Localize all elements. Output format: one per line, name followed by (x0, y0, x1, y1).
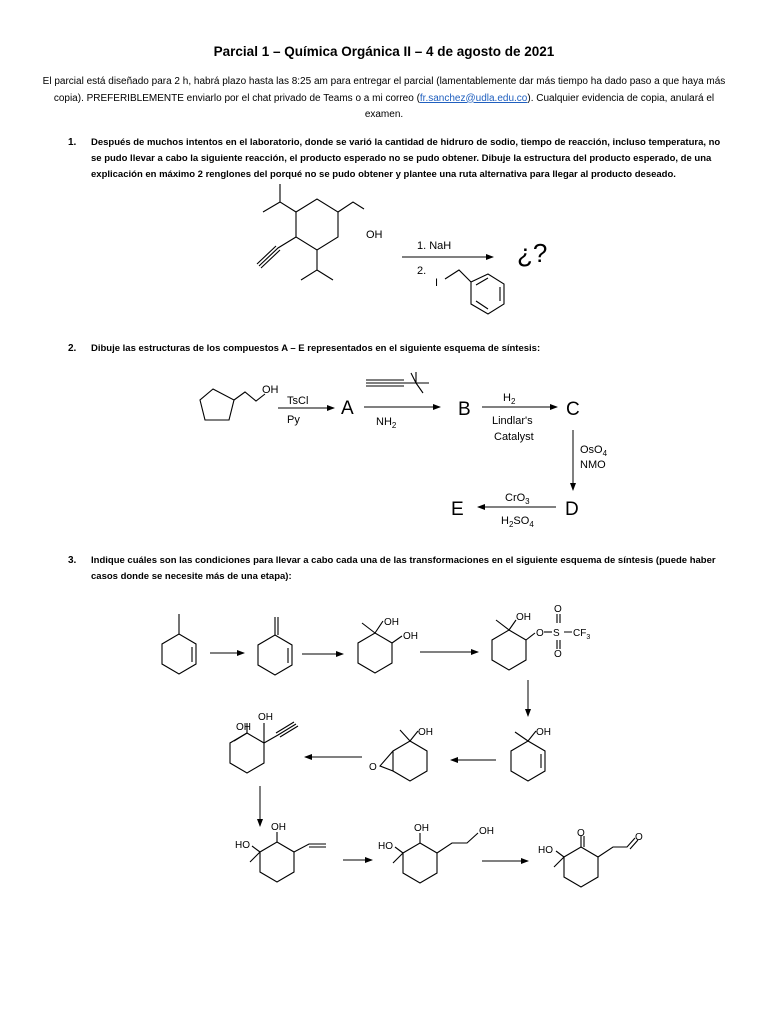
q2-reagent-lindlar: Lindlar's (492, 415, 533, 427)
q2-reagent-oso4: OsO$_4$ (580, 444, 608, 458)
q2-compound-d: D (565, 499, 579, 520)
q3-compound-8 (235, 822, 326, 882)
instructions-text-1: El parcial está diseñado para 2 h, habrá plazo hasta las 8:25 am para entregar el parcial (lamentablemente dar más tiempo ha dado paso a que haya más copia). PREFERIBLEMENTE enviarlo por el chat privado de Teams o a mi correo ( (42, 76, 726, 104)
q2-compound-c: C (566, 399, 580, 420)
q2-reagent-catalyst: Catalyst (494, 431, 534, 443)
q2-reagent-h2: $H_2$ (503, 392, 516, 406)
q3-oh-4: OH (516, 612, 531, 623)
q3-compound-6 (369, 727, 433, 781)
q1-reagent-nah: 1. NaH (417, 240, 452, 252)
q3-oh-5: OH (536, 727, 551, 738)
q3-oh-6: OH (418, 727, 433, 738)
q1-benzyl-iodide (435, 270, 504, 314)
q3-o-4b: O (554, 649, 562, 660)
q3-o-6: O (369, 762, 377, 773)
q2-step-c (482, 392, 557, 443)
q2-starting-material (200, 384, 279, 420)
q2-reagent-nh2: $NH_2$ (376, 416, 397, 430)
q3-cf3: $CF_3$ (573, 628, 591, 641)
q2-step-a (278, 395, 334, 426)
exam-title: Parcial 1 – Química Orgánica II – 4 de agosto de 2021 (213, 44, 555, 59)
q3-compound-5 (511, 727, 551, 781)
question-3-number: 3. (68, 555, 77, 566)
q3-oh-7a: OH (236, 722, 251, 733)
question-2-text: Dibuje las estructuras de los compuestos A – E representados en el siguiente esquema de síntesis: (91, 343, 541, 354)
q3-compound-1 (162, 614, 196, 674)
q3-oh-3a: OH (384, 617, 399, 628)
email-link[interactable]: fr.sanchez@udla.edu.co (419, 92, 528, 104)
q2-reagent-cro3: CrO$_3$ (505, 492, 530, 506)
q3-compound-7 (230, 712, 298, 773)
q3-ho-9: HO (378, 841, 393, 852)
q3-oh-8: OH (271, 822, 286, 833)
q2-reagent-h2so4: $H_2SO_4$ (501, 515, 534, 529)
q3-oh-9: OH (414, 823, 429, 834)
question-1-text: Después de muchos intentos en el laboratorio, donde se varió la cantidad de hidruro de sodio, tiempo de reacción, incluso temperatura, no se pudo llevar a cabo la siguiente reacción, el producto esperado no se pudo obtener. Dibuje la estructura del producto esperado, de una explicación en máximo 2 renglones del porqué no se pudo obtener y plantee una ruta alternativa para llegar al producto deseado. (91, 137, 721, 180)
q2-step-e (478, 492, 556, 529)
question-3-text: Indique cuáles son las condiciones para llevar a cabo cada una de las transformaciones en el siguiente esquema de síntesis (puede haber casos donde se necesite más de una etapa): (91, 555, 716, 582)
q2-compound-b: B (458, 399, 471, 420)
question-1-number: 1. (68, 137, 77, 148)
question-2-number: 2. (68, 343, 77, 354)
q1-oh-label: OH (366, 229, 383, 241)
q3-s-4: S (553, 628, 560, 639)
q3-compound-9 (378, 823, 494, 883)
q2-step-d (573, 430, 608, 490)
q2-step-b (364, 372, 440, 430)
q3-o-10a: O (577, 828, 585, 839)
q3-oh-3b: OH (403, 631, 418, 642)
q2-reagent-nmo: NMO (580, 459, 606, 471)
instructions-text-2: ). Cualquier evidencia de copia, anulará el examen. (364, 92, 715, 120)
q2-compound-a: A (341, 398, 354, 419)
q1-starting-material (257, 184, 383, 280)
q3-o-10b: O (635, 832, 643, 843)
q3-ho-8: HO (235, 840, 250, 851)
q3-oh-7b: OH (258, 712, 273, 723)
q3-compound-2 (258, 617, 292, 675)
q2-reagent-py: Py (287, 414, 300, 426)
q2-reagent-tscl: TsCl (287, 395, 309, 407)
q3-compound-10 (538, 828, 643, 887)
q2-oh-label: OH (262, 384, 279, 396)
q1-reagent-step2: 2. (417, 265, 427, 277)
q2-compound-e: E (451, 499, 464, 520)
q3-o-4a: O (554, 604, 562, 615)
q3-compound-3 (358, 617, 418, 673)
q3-compound-4 (492, 604, 590, 670)
q1-unknown-product: ¿? (517, 238, 548, 268)
q1-reaction-arrow (402, 240, 493, 277)
q3-ho-10: HO (538, 845, 553, 856)
q1-iodine-label: I (435, 277, 439, 289)
q3-o-4: O (536, 628, 544, 639)
q3-oh-9b: OH (479, 826, 494, 837)
